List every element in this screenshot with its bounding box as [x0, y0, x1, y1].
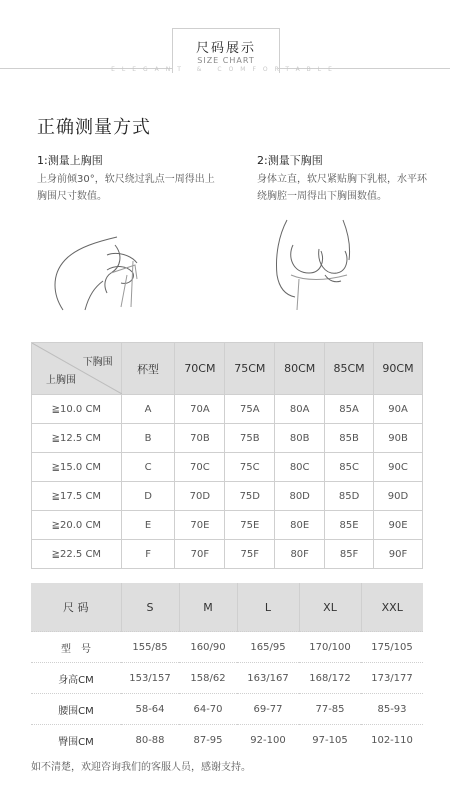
- table-row: [32, 453, 423, 482]
- under-bust-illustration: [265, 215, 375, 315]
- table-cell: 80D: [275, 482, 325, 511]
- table-cell: 70C: [175, 453, 225, 482]
- col-header: XL: [299, 583, 361, 632]
- table-cell: 80E: [275, 511, 325, 540]
- col-header: 80CM: [275, 343, 325, 395]
- col-header: S: [121, 583, 179, 632]
- cup-cell: F: [121, 540, 175, 569]
- table-cell: 97-105: [299, 725, 361, 756]
- measure-1-desc: 上身前倾30°，软尺绕过乳点一周得出上胸围尺寸数值。: [37, 174, 215, 202]
- table-cell: 160/90: [179, 632, 237, 663]
- row-label: ≧22.5 CM: [32, 540, 122, 569]
- row-label: 身高CM: [31, 663, 121, 694]
- col-header: M: [179, 583, 237, 632]
- table-cell: 85A: [325, 395, 374, 424]
- table-cell: 102-110: [361, 725, 423, 756]
- table-cell: 163/167: [237, 663, 299, 694]
- table-cell: 70D: [175, 482, 225, 511]
- table-cell: 70E: [175, 511, 225, 540]
- table-cell: 168/172: [299, 663, 361, 694]
- table-cell: 90E: [374, 511, 423, 540]
- table-cell: 90A: [374, 395, 423, 424]
- table-cell: 90D: [374, 482, 423, 511]
- table-row: [32, 424, 423, 453]
- col-header: L: [237, 583, 299, 632]
- table-cell: 75A: [225, 395, 275, 424]
- measure-2-title: 2:测量下胸围: [257, 154, 323, 167]
- size-chart-header: [0, 22, 450, 82]
- table-cell: 75E: [225, 511, 275, 540]
- cup-cell: E: [121, 511, 175, 540]
- cup-cell: A: [121, 395, 175, 424]
- table-cell: 70A: [175, 395, 225, 424]
- table-cell: 85F: [325, 540, 374, 569]
- table-cell: 85-93: [361, 694, 423, 725]
- col-header: XXL: [361, 583, 423, 632]
- table-row: [32, 395, 423, 424]
- row-label: ≧17.5 CM: [32, 482, 122, 511]
- table-row: [31, 725, 423, 756]
- col-header: 70CM: [175, 343, 225, 395]
- row-label: ≧15.0 CM: [32, 453, 122, 482]
- col-header: 90CM: [374, 343, 423, 395]
- diagonal-divider: [32, 343, 122, 394]
- table-cell: 158/62: [179, 663, 237, 694]
- table-cell: 64-70: [179, 694, 237, 725]
- table-cell: 75C: [225, 453, 275, 482]
- cup-cell: D: [121, 482, 175, 511]
- table-cell: 175/105: [361, 632, 423, 663]
- table-row: [32, 540, 423, 569]
- table-row: [31, 694, 423, 725]
- table-cell: 92-100: [237, 725, 299, 756]
- cup-cell: C: [121, 453, 175, 482]
- row-label: 臀围CM: [31, 725, 121, 756]
- cup-table-header-row: [32, 343, 423, 395]
- col-header: 85CM: [325, 343, 374, 395]
- table-cell: 58-64: [121, 694, 179, 725]
- cup-type-header: 杯型: [121, 343, 175, 395]
- row-label: 腰围CM: [31, 694, 121, 725]
- table-cell: 80F: [275, 540, 325, 569]
- table-cell: 85D: [325, 482, 374, 511]
- section-title: 正确测量方式: [37, 117, 151, 138]
- col-header: 75CM: [225, 343, 275, 395]
- header-tagline: ELEGANT & COMFORTABLE: [111, 66, 339, 73]
- measure-1-title: 1:测量上胸围: [37, 154, 103, 167]
- clothing-size-table: [31, 583, 423, 755]
- cup-table-corner: [32, 343, 122, 395]
- row-label: 型 号: [31, 632, 121, 663]
- table-cell: 80A: [275, 395, 325, 424]
- table-cell: 165/95: [237, 632, 299, 663]
- corner-label-upper-bust: 上胸围: [46, 375, 76, 386]
- table-cell: 75B: [225, 424, 275, 453]
- row-label: ≧12.5 CM: [32, 424, 122, 453]
- table-cell: 85B: [325, 424, 374, 453]
- upper-bust-illustration: [45, 215, 160, 315]
- size-table-corner: 尺 码: [31, 583, 121, 632]
- table-cell: 87-95: [179, 725, 237, 756]
- table-cell: 153/157: [121, 663, 179, 694]
- header-title-en: SIZE CHART: [197, 56, 255, 65]
- table-cell: 80-88: [121, 725, 179, 756]
- table-cell: 75F: [225, 540, 275, 569]
- table-cell: 170/100: [299, 632, 361, 663]
- table-cell: 155/85: [121, 632, 179, 663]
- table-cell: 173/177: [361, 663, 423, 694]
- cup-cell: B: [121, 424, 175, 453]
- table-row: [32, 482, 423, 511]
- table-cell: 75D: [225, 482, 275, 511]
- size-table-header-row: [31, 583, 423, 632]
- row-label: ≧20.0 CM: [32, 511, 122, 540]
- table-cell: 80C: [275, 453, 325, 482]
- table-cell: 90F: [374, 540, 423, 569]
- table-row: [31, 663, 423, 694]
- table-cell: 85C: [325, 453, 374, 482]
- table-cell: 85E: [325, 511, 374, 540]
- table-cell: 70F: [175, 540, 225, 569]
- header-title-cn: 尺码展示: [195, 41, 256, 56]
- table-cell: 80B: [275, 424, 325, 453]
- row-label: ≧10.0 CM: [32, 395, 122, 424]
- table-cell: 69-77: [237, 694, 299, 725]
- table-row: [31, 632, 423, 663]
- measure-2-desc: 身体立直，软尺紧贴胸下乳根，水平环绕胸腔一周得出下胸围数值。: [257, 174, 427, 202]
- cup-size-table: [31, 342, 423, 569]
- table-cell: 90C: [374, 453, 423, 482]
- table-cell: 90B: [374, 424, 423, 453]
- corner-label-under-bust: 下胸围: [82, 357, 113, 368]
- footer-note: 如不清楚，欢迎咨询我们的客服人员，感谢支持。: [31, 762, 251, 773]
- table-cell: 70B: [175, 424, 225, 453]
- table-cell: 77-85: [299, 694, 361, 725]
- table-row: [32, 511, 423, 540]
